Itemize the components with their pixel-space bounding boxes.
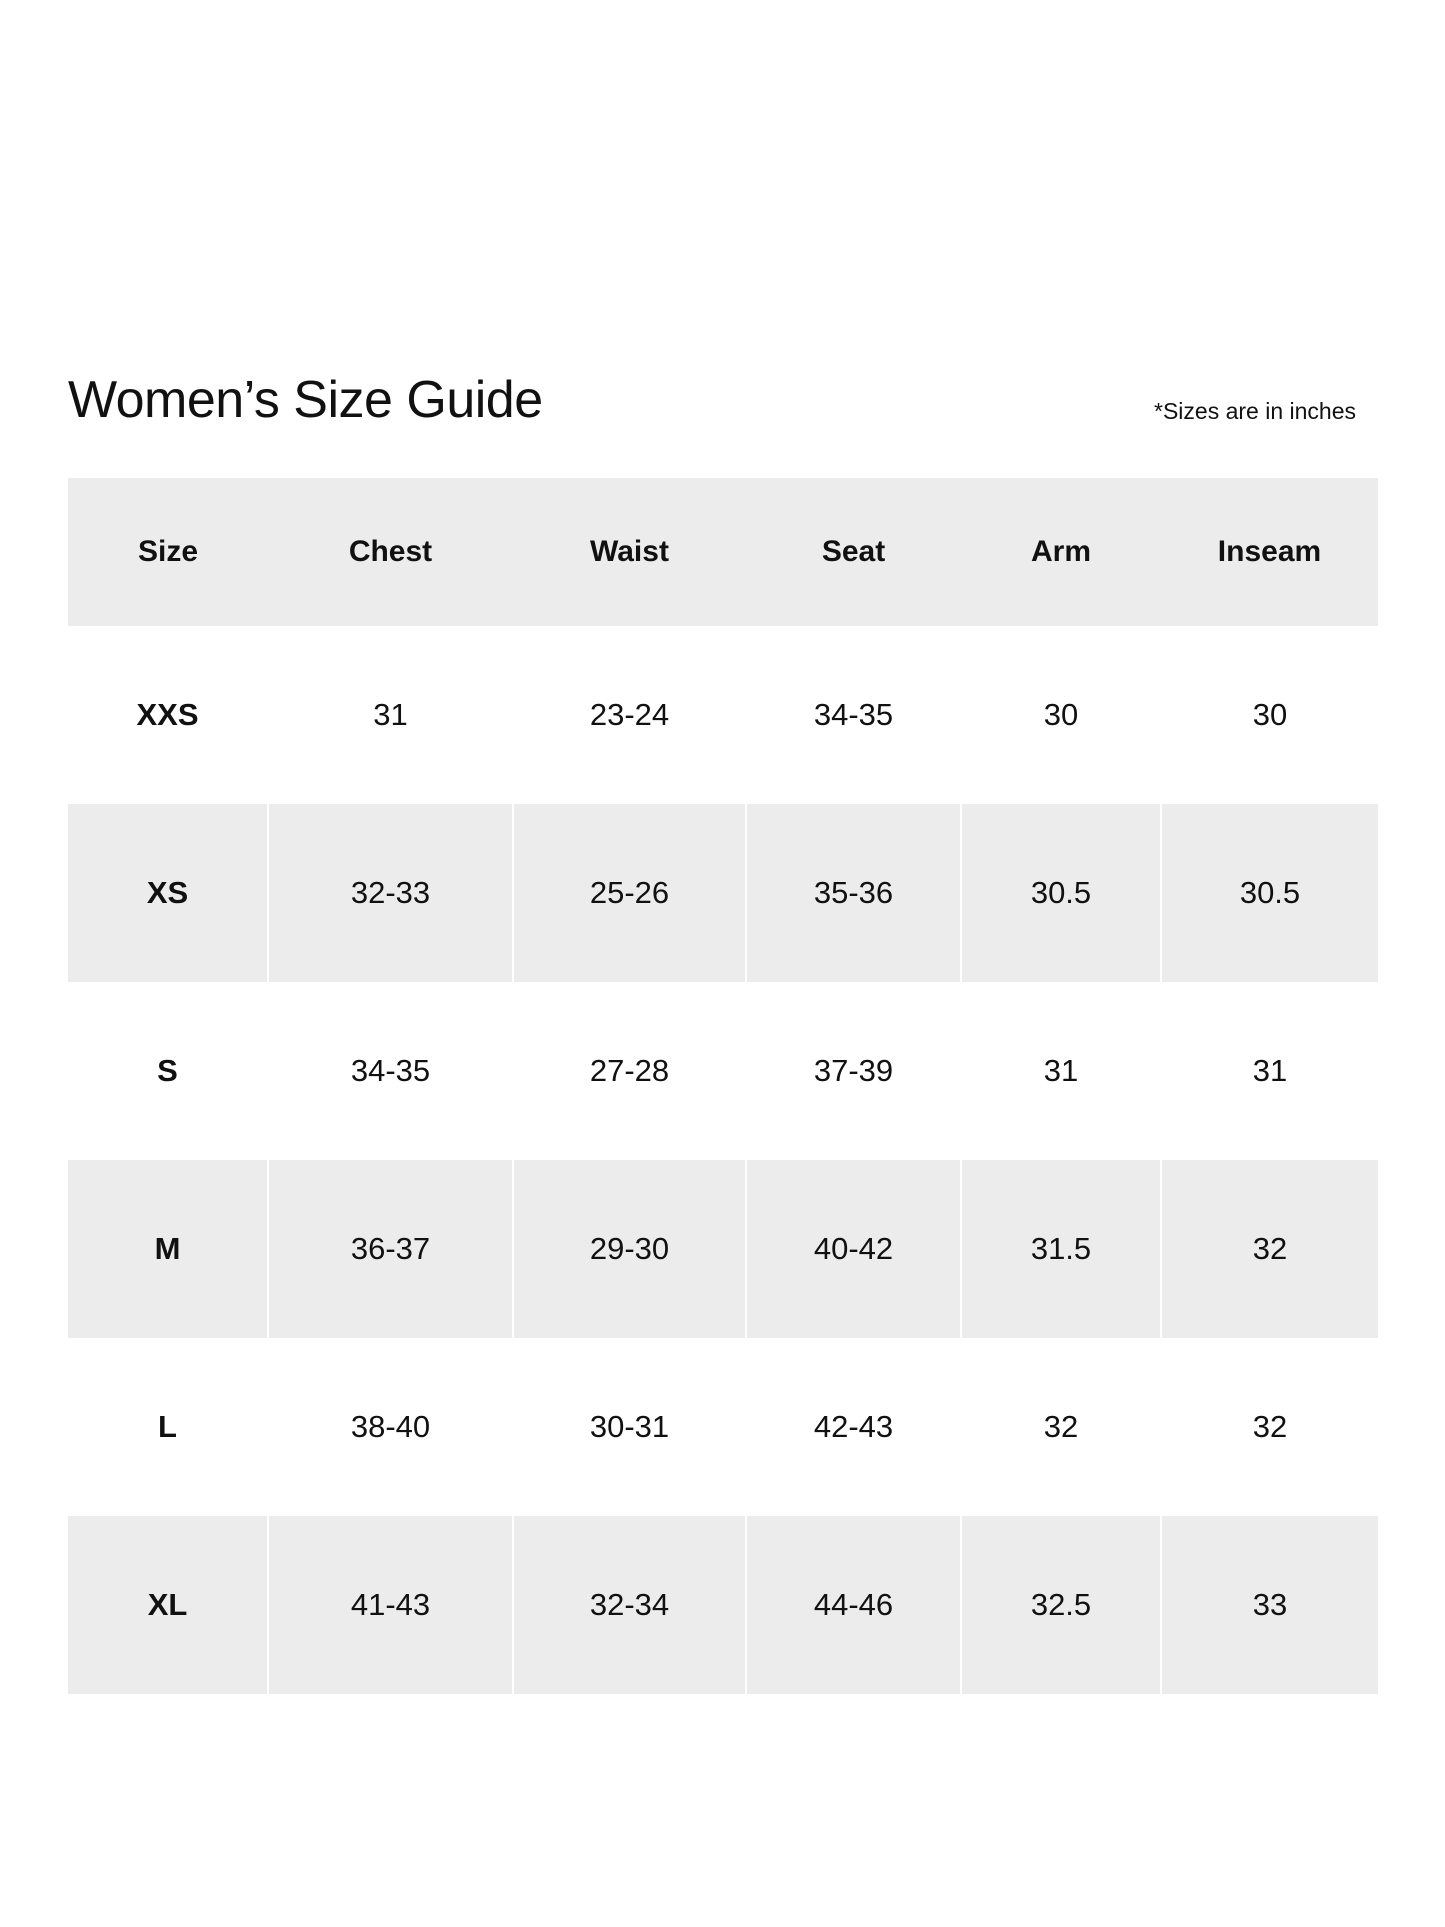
cell-seat: 44-46 <box>746 1516 961 1694</box>
table-row <box>68 1338 1378 1516</box>
table-row <box>68 626 1378 804</box>
table-row <box>68 982 1378 1160</box>
size-guide-content <box>68 371 1378 1694</box>
cell-waist: 25-26 <box>513 804 746 982</box>
cell-size: L <box>68 1338 268 1516</box>
table-row <box>68 1160 1378 1338</box>
cell-size: XS <box>68 804 268 982</box>
cell-size: XXS <box>68 626 268 804</box>
cell-waist: 29-30 <box>513 1160 746 1338</box>
cell-chest: 31 <box>268 626 513 804</box>
cell-waist: 30-31 <box>513 1338 746 1516</box>
cell-seat: 42-43 <box>746 1338 961 1516</box>
cell-arm: 30 <box>961 626 1161 804</box>
cell-size: S <box>68 982 268 1160</box>
cell-seat: 40-42 <box>746 1160 961 1338</box>
cell-chest: 41-43 <box>268 1516 513 1694</box>
cell-chest: 34-35 <box>268 982 513 1160</box>
cell-inseam: 30.5 <box>1161 804 1378 982</box>
cell-size: M <box>68 1160 268 1338</box>
column-header-chest: Chest <box>268 478 513 626</box>
cell-inseam: 32 <box>1161 1160 1378 1338</box>
cell-inseam: 33 <box>1161 1516 1378 1694</box>
column-header-waist: Waist <box>513 478 746 626</box>
table-header <box>68 478 1378 626</box>
cell-inseam: 30 <box>1161 626 1378 804</box>
table-row <box>68 804 1378 982</box>
cell-inseam: 31 <box>1161 982 1378 1160</box>
table-header-row <box>68 478 1378 626</box>
cell-seat: 37-39 <box>746 982 961 1160</box>
cell-chest: 38-40 <box>268 1338 513 1516</box>
cell-arm: 31 <box>961 982 1161 1160</box>
cell-waist: 32-34 <box>513 1516 746 1694</box>
cell-seat: 35-36 <box>746 804 961 982</box>
cell-inseam: 32 <box>1161 1338 1378 1516</box>
cell-arm: 32.5 <box>961 1516 1161 1694</box>
column-header-size: Size <box>68 478 268 626</box>
cell-size: XL <box>68 1516 268 1694</box>
cell-arm: 30.5 <box>961 804 1161 982</box>
cell-waist: 23-24 <box>513 626 746 804</box>
size-chart-table <box>68 478 1378 1694</box>
table-row <box>68 1516 1378 1694</box>
cell-seat: 34-35 <box>746 626 961 804</box>
cell-chest: 36-37 <box>268 1160 513 1338</box>
column-header-seat: Seat <box>746 478 961 626</box>
cell-chest: 32-33 <box>268 804 513 982</box>
cell-waist: 27-28 <box>513 982 746 1160</box>
column-header-arm: Arm <box>961 478 1161 626</box>
page-title: Women’s Size Guide <box>68 371 543 429</box>
size-guide-header <box>68 371 1378 450</box>
units-note: *Sizes are in inches <box>1154 398 1356 424</box>
cell-arm: 32 <box>961 1338 1161 1516</box>
cell-arm: 31.5 <box>961 1160 1161 1338</box>
table-body <box>68 626 1378 1694</box>
column-header-inseam: Inseam <box>1161 478 1378 626</box>
